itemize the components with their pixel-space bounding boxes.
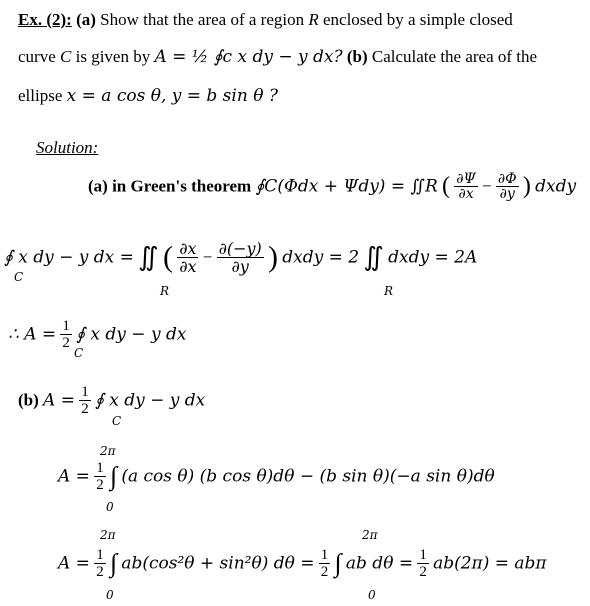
close-paren: ) [522, 173, 531, 199]
line1-lhs: ∮ x dy − y dx = [4, 247, 134, 268]
solution-part-b-label: (b) [18, 390, 39, 410]
half-fraction-4: $\frac{1}{2}$ [96, 547, 104, 580]
dminusy-dy-fraction: $\frac{\partial(-y)}{\partial y}$ [218, 239, 262, 276]
lower-limit-2: 0 [106, 588, 114, 602]
equation-line-2 [8, 318, 186, 358]
part-b-text-2: ellipse [18, 86, 63, 105]
part-a-text-1: Show that the area of a region [100, 10, 305, 29]
half-fraction-3: $\frac{1}{2}$ [96, 460, 104, 493]
open-paren: ( [442, 173, 451, 199]
contour-subscript-1: C [14, 270, 24, 284]
greens-label: (a) in Green's theorem [88, 176, 252, 196]
close-paren-2: ) [268, 240, 279, 274]
part-a-text-3: curve [18, 47, 56, 66]
line5-end: ab(2π) = abπ [433, 553, 547, 574]
contour-subscript-2: C [74, 346, 84, 360]
part-b-text-1: Calculate the area of the [371, 47, 538, 66]
greens-lhs: ∮C(Φdx + Ψdy) = ∬R [255, 176, 438, 197]
equation-line-4 [58, 460, 495, 500]
region-var: R [308, 10, 319, 29]
line1-mid: dxdy = 2 [282, 247, 360, 268]
part-a-label: (a) [76, 10, 96, 29]
example-label: Ex. (2): [18, 10, 72, 29]
lower-limit-3: 0 [368, 588, 376, 602]
integral-symbol-3: ∫ [334, 548, 342, 578]
double-integral-symbol-2: ∬ [363, 242, 384, 272]
dphi-dy-fraction: $\frac{\partial\Phi}{\partial y}$ [497, 171, 517, 202]
half-fraction-2: $\frac{1}{2}$ [81, 384, 89, 417]
line5-mid2: ab dθ = [345, 553, 414, 574]
part-b-label: (b) [346, 47, 368, 66]
line1-end: dxdy = 2A [388, 247, 478, 268]
contour-subscript-3: C [112, 414, 122, 428]
region-subscript-1: R [160, 284, 170, 298]
problem-line-1 [18, 6, 513, 34]
integral-symbol-1: ∫ [109, 461, 118, 491]
upper-limit-2: 2π [100, 528, 116, 542]
line2-lhs: ∴ A = [8, 324, 57, 345]
upper-limit-3: 2π [362, 528, 378, 542]
half-fraction-6: $\frac{1}{2}$ [419, 547, 427, 580]
line4-integrand: (a cos θ) (b cos θ)dθ − (b sin θ)(−a sin θ)dθ [121, 466, 495, 487]
greens-rhs: dxdy [535, 176, 577, 197]
upper-limit-1: 2π [100, 444, 116, 458]
ellipse-equation: x = a cos θ, y = b sin θ ? [66, 86, 278, 106]
double-integral-symbol: ∬ [138, 242, 159, 272]
problem-line-2 [18, 43, 537, 71]
line2-rest: ∮ x dy − y dx [76, 324, 187, 345]
part-b-lhs: A = [43, 390, 75, 411]
equation-line-5 [58, 547, 547, 587]
line4-lhs: A = [58, 466, 90, 487]
half-fraction-5: $\frac{1}{2}$ [320, 547, 329, 580]
curve-var: C [60, 47, 72, 66]
lower-limit-1: 0 [106, 500, 114, 514]
equation-line-1 [4, 240, 477, 284]
part-a-text-2: enclosed by a simple closed [322, 10, 513, 29]
minus-sign-2: − [202, 247, 213, 267]
line5-lhs: A = [58, 553, 90, 574]
greens-theorem-line [88, 172, 576, 204]
solution-heading: Solution: [36, 138, 99, 157]
part-b-rest: ∮ x dy − y dx [94, 390, 206, 411]
dx-dx-fraction: $\frac{\partial x}{\partial x}$ [179, 239, 197, 276]
open-paren-2: ( [162, 240, 173, 274]
region-subscript-2: R [384, 284, 394, 298]
part-a-text-4: is given by [75, 47, 151, 66]
dpsi-dx-fraction: $\frac{\partial\Psi}{\partial x}$ [456, 171, 476, 202]
problem-line-3 [18, 82, 278, 110]
integral-symbol-2: ∫ [109, 548, 118, 578]
minus-sign: − [482, 176, 492, 196]
line5-mid: ab(cos²θ + sin²θ) dθ = [121, 553, 315, 574]
half-fraction-1: $\frac{1}{2}$ [62, 318, 70, 351]
area-formula: A = ½ ∮c x dy − y dx? [154, 47, 343, 67]
